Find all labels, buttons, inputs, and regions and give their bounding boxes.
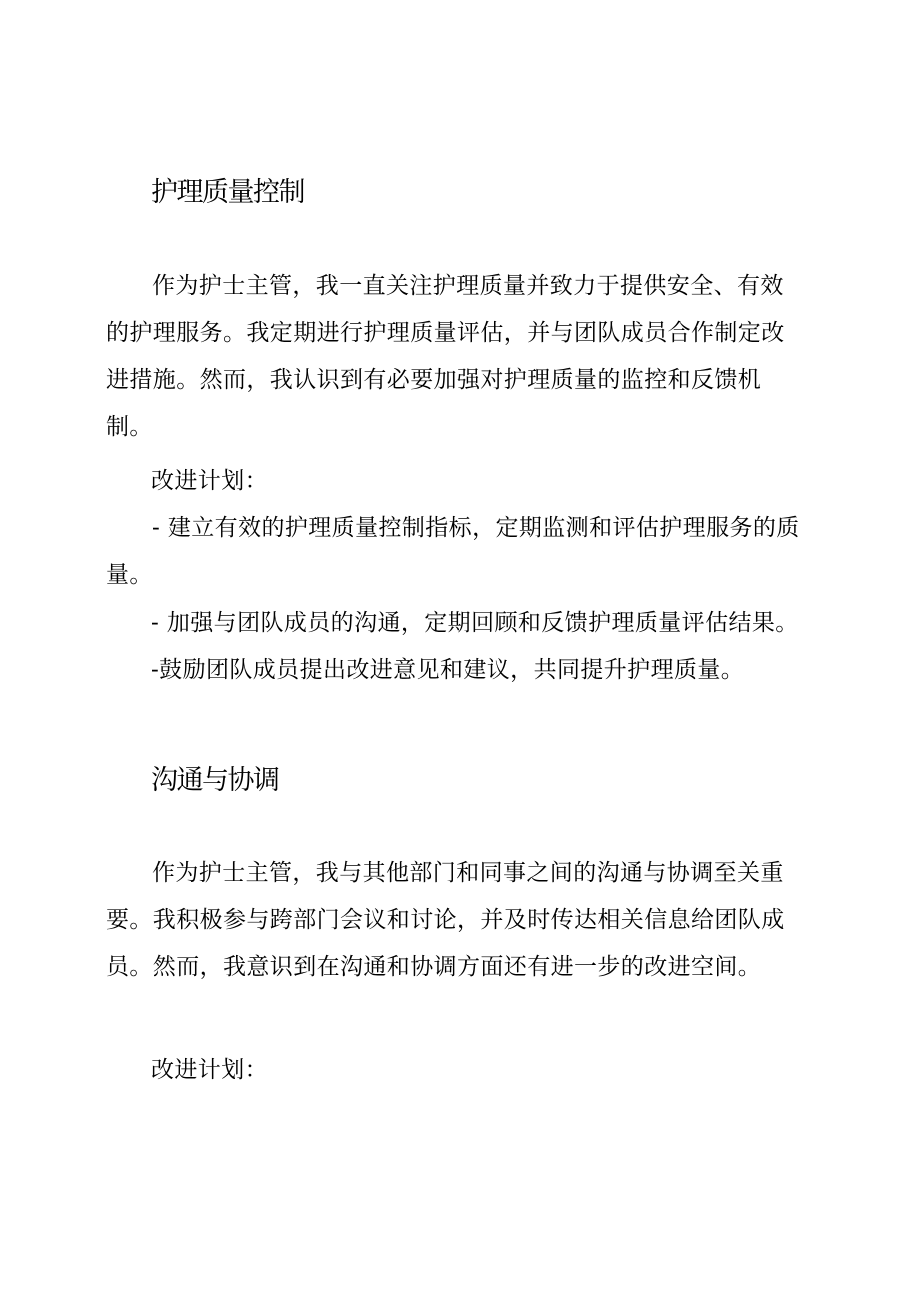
plan-item: - 加强与团队成员的沟通，定期回顾和反馈护理质量评估结果。 <box>151 610 799 636</box>
plan-item: -鼓励团队成员提出改进意见和建议，共同提升护理质量。 <box>151 657 745 683</box>
plan-label-communication: 改进计划： <box>151 1057 268 1083</box>
section-heading-quality-control: 护理质量控制 <box>151 177 304 208</box>
section-paragraph-communication: 作为护士主管，我与其他部门和同事之间的沟通与协调至关重要。我积极参与跨部门会议和讨论，并及时传达相关信息给团队成员。然而，我意识到在沟通和协调方面还有进一步的改进空间。 <box>106 860 785 980</box>
plan-label-quality-control: 改进计划： <box>151 468 268 494</box>
section-paragraph-quality-control: 作为护士主管，我一直关注护理质量并致力于提供安全、有效的护理服务。我定期进行护理质量评估，并与团队成员合作制定改进措施。然而，我认识到有必要加强对护理质量的监控和反馈机制。 <box>106 273 785 440</box>
section-heading-communication: 沟通与协调 <box>151 765 279 796</box>
plan-item: - 建立有效的护理质量控制指标，定期监测和评估护理服务的质量。 <box>106 515 800 588</box>
